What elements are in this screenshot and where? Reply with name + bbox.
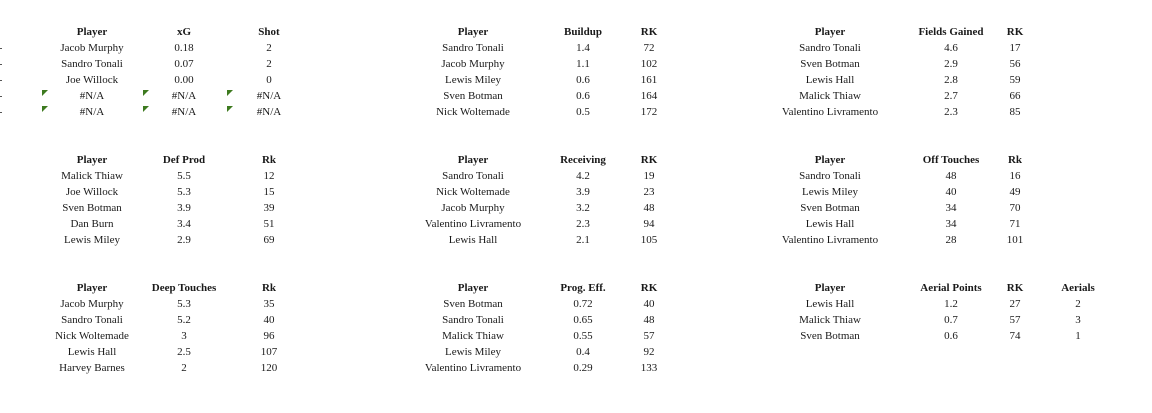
column-header[interactable]: RK	[640, 26, 658, 38]
player-cell[interactable]: Lewis Hall	[67, 346, 117, 358]
stat-cell[interactable]: 5.3	[177, 186, 191, 198]
stat-cell[interactable]: 0.4	[576, 346, 590, 358]
stat-cell[interactable]: 2.1	[576, 234, 590, 246]
stat-cell[interactable]: 161	[640, 74, 658, 86]
stat-cell[interactable]: #N/A	[256, 106, 282, 118]
stat-cell[interactable]: 94	[643, 218, 655, 230]
stat-cell[interactable]: 2.7	[944, 90, 958, 102]
player-cell[interactable]: Sven Botman	[800, 58, 860, 70]
stat-cell[interactable]: 2.9	[944, 58, 958, 70]
stat-cell[interactable]: 0.6	[944, 330, 958, 342]
column-header[interactable]: RK	[1006, 26, 1024, 38]
player-cell[interactable]: Jacob Murphy	[441, 202, 505, 214]
error-indicator-icon[interactable]	[42, 90, 48, 96]
stat-cell[interactable]: 0.65	[573, 314, 593, 326]
player-cell[interactable]: Lewis Miley	[802, 186, 858, 198]
player-cell[interactable]: Nick Woltemade	[55, 330, 129, 342]
player-cell[interactable]: Nick Woltemade	[436, 106, 510, 118]
error-indicator-icon[interactable]	[227, 106, 233, 112]
player-cell[interactable]: Joe Willock	[65, 74, 119, 86]
stat-cell[interactable]: 27	[1009, 298, 1021, 310]
row-marker	[0, 64, 2, 65]
player-cell[interactable]: Sandro Tonali	[442, 170, 504, 182]
player-cell[interactable]: Sandro Tonali	[61, 58, 123, 70]
stat-cell[interactable]: 0	[266, 74, 272, 86]
player-cell[interactable]: Sven Botman	[800, 202, 860, 214]
stat-cell[interactable]: 0.07	[174, 58, 194, 70]
stat-cell[interactable]: 40	[945, 186, 957, 198]
player-cell[interactable]: Valentino Livramento	[424, 218, 522, 230]
stat-cell[interactable]: 40	[643, 298, 655, 310]
stat-cell[interactable]: 23	[643, 186, 655, 198]
stat-cell[interactable]: 4.6	[944, 42, 958, 54]
column-header[interactable]: Rk	[261, 154, 277, 166]
player-cell[interactable]: Lewis Hall	[805, 74, 855, 86]
stat-cell[interactable]: 3.9	[576, 186, 590, 198]
stat-cell[interactable]: 1.1	[576, 58, 590, 70]
player-cell[interactable]: Sandro Tonali	[442, 42, 504, 54]
stat-cell[interactable]: 57	[1009, 314, 1021, 326]
stat-cell[interactable]: 48	[643, 314, 655, 326]
stat-cell[interactable]: 2.3	[576, 218, 590, 230]
stat-cell[interactable]: 34	[945, 218, 957, 230]
player-cell[interactable]: Lewis Hall	[448, 234, 498, 246]
column-header[interactable]: Player	[457, 26, 489, 38]
stat-cell[interactable]: 35	[263, 298, 275, 310]
column-header[interactable]: Player	[814, 26, 846, 38]
player-cell[interactable]: Lewis Miley	[445, 346, 501, 358]
player-cell[interactable]: Sandro Tonali	[61, 314, 123, 326]
column-header[interactable]: Fields Gained	[918, 26, 984, 38]
error-indicator-icon[interactable]	[42, 106, 48, 112]
stat-cell[interactable]: 71	[1009, 218, 1021, 230]
stat-cell[interactable]: 2	[266, 42, 272, 54]
stat-cell[interactable]: #N/A	[256, 90, 282, 102]
column-header[interactable]: Rk	[1007, 154, 1023, 166]
stat-cell[interactable]: 96	[263, 330, 275, 342]
player-cell[interactable]: Joe Willock	[65, 186, 119, 198]
column-header[interactable]: RK	[1006, 282, 1024, 294]
column-header[interactable]: Aerial Points	[920, 282, 982, 294]
stat-cell[interactable]: 57	[643, 330, 655, 342]
column-header[interactable]: xG	[176, 26, 192, 38]
column-header[interactable]: Buildup	[564, 26, 602, 38]
stat-cell[interactable]: 48	[643, 202, 655, 214]
error-indicator-icon[interactable]	[143, 90, 149, 96]
stat-cell[interactable]: 0.72	[573, 298, 593, 310]
stat-cell[interactable]: 0.6	[576, 90, 590, 102]
player-cell[interactable]: Harvey Barnes	[59, 362, 125, 374]
stat-cell[interactable]: 16	[1009, 170, 1021, 182]
column-header[interactable]: Off Touches	[922, 154, 980, 166]
stat-cell[interactable]: 28	[945, 234, 957, 246]
stat-cell[interactable]: #N/A	[171, 90, 197, 102]
stat-cell[interactable]: 66	[1009, 90, 1021, 102]
error-indicator-icon[interactable]	[143, 106, 149, 112]
column-header[interactable]: Rk	[261, 282, 277, 294]
stat-cell[interactable]: 39	[263, 202, 275, 214]
stat-cell[interactable]: 0.6	[576, 74, 590, 86]
stat-cell[interactable]: 4.2	[576, 170, 590, 182]
stat-cell[interactable]: 49	[1009, 186, 1021, 198]
column-header[interactable]: Shot	[258, 26, 280, 38]
stat-cell[interactable]: 5.2	[177, 314, 191, 326]
player-cell[interactable]: Sven Botman	[443, 298, 503, 310]
stat-cell[interactable]: 17	[1009, 42, 1021, 54]
player-cell[interactable]: Sven Botman	[62, 202, 122, 214]
row-marker	[0, 80, 2, 81]
stat-cell[interactable]: 3	[181, 330, 187, 342]
player-cell[interactable]: #N/A	[79, 90, 105, 102]
stat-cell[interactable]: 74	[1009, 330, 1021, 342]
column-header[interactable]: Player	[76, 26, 108, 38]
stat-cell[interactable]: 0.29	[573, 362, 593, 374]
player-cell[interactable]: Valentino Livramento	[781, 106, 879, 118]
player-cell[interactable]: Sandro Tonali	[442, 314, 504, 326]
stat-cell[interactable]: 133	[640, 362, 658, 374]
stat-cell[interactable]: 70	[1009, 202, 1021, 214]
player-cell[interactable]: Lewis Hall	[805, 218, 855, 230]
stat-cell[interactable]: 40	[263, 314, 275, 326]
column-header[interactable]: Receiving	[560, 154, 606, 166]
stat-cell[interactable]: 69	[263, 234, 275, 246]
column-header[interactable]: Player	[457, 154, 489, 166]
column-header[interactable]: Player	[814, 154, 846, 166]
column-header[interactable]: Prog. Eff.	[560, 282, 606, 294]
stat-cell[interactable]: 51	[263, 218, 275, 230]
stat-cell[interactable]: 1.2	[944, 298, 958, 310]
stat-cell[interactable]: 48	[945, 170, 957, 182]
stat-cell[interactable]: 0.18	[174, 42, 194, 54]
stat-cell[interactable]: 172	[640, 106, 658, 118]
column-header[interactable]: Player	[814, 282, 846, 294]
player-cell[interactable]: Lewis Miley	[445, 74, 501, 86]
stat-cell[interactable]: 5.3	[177, 298, 191, 310]
stat-cell[interactable]: 5.5	[177, 170, 191, 182]
stat-cell[interactable]: 3.2	[576, 202, 590, 214]
stat-cell[interactable]: 101	[1006, 234, 1024, 246]
stat-cell[interactable]: 1	[1075, 330, 1081, 342]
stat-cell[interactable]: 2	[181, 362, 187, 374]
stat-cell[interactable]: 59	[1009, 74, 1021, 86]
stat-cell[interactable]: 56	[1009, 58, 1021, 70]
stat-cell[interactable]: 3.9	[177, 202, 191, 214]
column-header[interactable]: RK	[640, 282, 658, 294]
player-cell[interactable]: Sven Botman	[443, 90, 503, 102]
stat-cell[interactable]: 72	[643, 42, 655, 54]
player-cell[interactable]: Sven Botman	[800, 330, 860, 342]
player-cell[interactable]: Lewis Miley	[64, 234, 120, 246]
player-cell[interactable]: Malick Thiaw	[799, 90, 861, 102]
stat-cell[interactable]: 3.4	[177, 218, 191, 230]
stat-cell[interactable]: 3	[1075, 314, 1081, 326]
stat-cell[interactable]: 0.55	[573, 330, 593, 342]
stat-cell[interactable]: 12	[263, 170, 275, 182]
column-header[interactable]: Player	[76, 154, 108, 166]
stat-cell[interactable]: 0.7	[944, 314, 958, 326]
player-cell[interactable]: Jacob Murphy	[441, 58, 505, 70]
stat-cell[interactable]: 2.5	[177, 346, 191, 358]
stat-cell[interactable]: 102	[640, 58, 658, 70]
stat-cell[interactable]: 164	[640, 90, 658, 102]
player-cell[interactable]: Malick Thiaw	[799, 314, 861, 326]
stat-cell[interactable]: 2.8	[944, 74, 958, 86]
stat-cell[interactable]: 105	[640, 234, 658, 246]
column-header[interactable]: Player	[457, 282, 489, 294]
stat-cell[interactable]: 0.5	[576, 106, 590, 118]
stat-cell[interactable]: 85	[1009, 106, 1021, 118]
stat-cell[interactable]: 2.3	[944, 106, 958, 118]
player-cell[interactable]: Malick Thiaw	[442, 330, 504, 342]
stat-cell[interactable]: 107	[260, 346, 278, 358]
player-cell[interactable]: Lewis Hall	[805, 298, 855, 310]
stat-cell[interactable]: 1.4	[576, 42, 590, 54]
column-header[interactable]: Aerials	[1061, 282, 1095, 294]
row-marker	[0, 96, 2, 97]
stat-cell[interactable]: #N/A	[171, 106, 197, 118]
player-cell[interactable]: Jacob Murphy	[60, 42, 124, 54]
player-cell[interactable]: Jacob Murphy	[60, 298, 124, 310]
player-cell[interactable]: Valentino Livramento	[781, 234, 879, 246]
player-cell[interactable]: Nick Woltemade	[436, 186, 510, 198]
stat-cell[interactable]: 92	[643, 346, 655, 358]
player-cell[interactable]: #N/A	[79, 106, 105, 118]
column-header[interactable]: Def Prod	[162, 154, 206, 166]
stat-cell[interactable]: 2	[266, 58, 272, 70]
row-marker	[0, 112, 2, 113]
stat-cell[interactable]: 2.9	[177, 234, 191, 246]
column-header[interactable]: Player	[76, 282, 108, 294]
player-cell[interactable]: Sandro Tonali	[799, 42, 861, 54]
stat-cell[interactable]: 34	[945, 202, 957, 214]
player-cell[interactable]: Malick Thiaw	[61, 170, 123, 182]
player-cell[interactable]: Sandro Tonali	[799, 170, 861, 182]
player-cell[interactable]: Valentino Livramento	[424, 362, 522, 374]
stat-cell[interactable]: 2	[1075, 298, 1081, 310]
column-header[interactable]: RK	[640, 154, 658, 166]
stat-cell[interactable]: 120	[260, 362, 278, 374]
stat-cell[interactable]: 19	[643, 170, 655, 182]
error-indicator-icon[interactable]	[227, 90, 233, 96]
row-marker	[0, 48, 2, 49]
stat-cell[interactable]: 15	[263, 186, 275, 198]
player-cell[interactable]: Dan Burn	[70, 218, 114, 230]
stat-cell[interactable]: 0.00	[174, 74, 194, 86]
column-header[interactable]: Deep Touches	[151, 282, 217, 294]
